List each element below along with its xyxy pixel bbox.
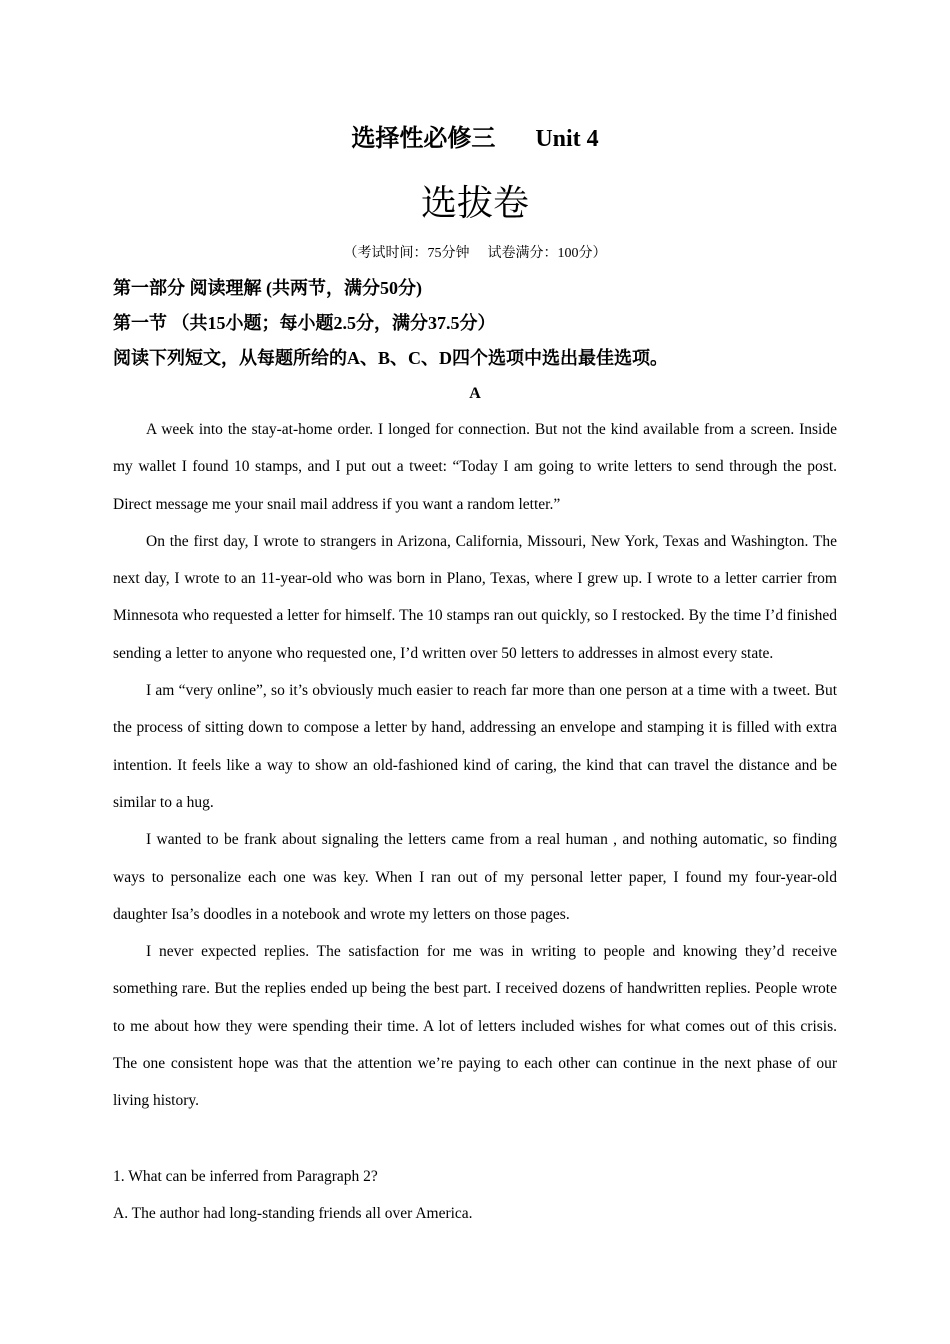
book-name: 选择性必修三 [351,126,496,152]
passage-paragraph: I am “very online”, so it’s obviously much easier to reach far more than one person at a time with a tweet. But the process of sitting down to compose a letter by hand, addressing an envelope and stamping it is filled with extra intention. It feels like a way to show an old-fashioned kind of caring, the kind that can travel the distance and be similar to a hug. [113,682,837,811]
instruction: 阅读下列短文，从每题所给的A、B、C、D四个选项中选出最佳选项。 [113,348,668,368]
unit-title [0,122,950,156]
exam-meta [0,244,950,264]
passage-paragraph: A week into the stay-at-home order. I longed for connection. But not the kind available from a screen. Inside my wallet I found 10 stamps, and I put out a tweet: “Today I am going to write letters to send through the post. Direct message me your snail mail address if you want a random letter.” [113,421,837,513]
passage-paragraph: I never expected replies. The satisfaction for me was in writing to people and knowing they’d receive something rare. But the replies ended up being the best part. I received dozens of handwritten replies. People wrote to me about how they were spending their time. A lot of letters included wishes for what comes out of this crisis. The one consistent hope was that the attention we’re paying to each other can continue in the next phase of our living history. [113,943,837,1110]
full-score: 试卷满分：100分） [487,246,607,261]
question-option: A. The author had long-standing friends all over America. [113,1205,473,1222]
part-title: 第一部分 阅读理解 (共两节，满分50分) [113,278,422,298]
passage-paragraph: I wanted to be frank about signaling the letters came from a real human , and nothing automatic, so finding ways to personalize each one was key. When I ran out of my personal letter paper, I found my four-year-old daughter Isa’s doodles in a notebook and wrote my letters on those pages. [113,831,837,923]
passage-body [113,411,837,1120]
exam-time: （考试时间：75分钟 [343,246,470,261]
passage-paragraph: On the first day, I wrote to strangers in Arizona, California, Missouri, New York, Texas and Washington. The next day, I wrote to an 11-year-old who was born in Plano, Texas, where I grew up. I wrote to a letter carrier from Minnesota who requested a letter for himself. The 10 stamps ran out quickly, so I restocked. By the time I’d finished sending a letter to anyone who requested one, I’d written over 50 letters to addresses in almost every state. [113,532,837,662]
paper-title: 选拔卷 [420,183,529,224]
unit-name: Unit 4 [535,126,599,152]
passage-label: A [469,385,481,402]
question-stem: 1. What can be inferred from Paragraph 2? [113,1168,378,1185]
section-title: 第一节 （共15小题；每小题2.5分，满分37.5分） [113,313,496,333]
